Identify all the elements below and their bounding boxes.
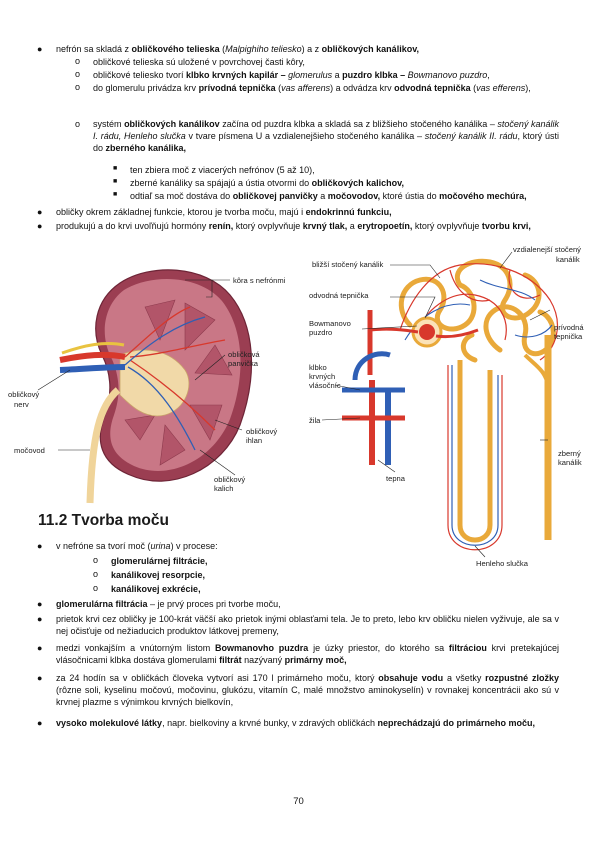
list-item: glomerulárnej filtrácie, xyxy=(111,556,208,566)
bullet-square: ■ xyxy=(113,178,118,185)
label-collecting-1: zberný xyxy=(558,449,581,458)
label-collecting-2: kanálik xyxy=(558,458,582,467)
label-henle: Henleho slučka xyxy=(476,559,528,568)
henle-loop xyxy=(460,360,490,540)
bullet-dot: ● xyxy=(37,207,43,217)
label-calyx-1: obličkový xyxy=(214,475,246,484)
bullet-dot: ● xyxy=(37,599,43,609)
kidney-diagram xyxy=(0,245,310,505)
bullet-circle: o xyxy=(75,82,81,92)
nephron-diagram xyxy=(300,240,597,575)
list-item: odtiaľ sa moč dostáva do obličkovej panvičky a močovodov, ktoré ústia do močového mechúra, xyxy=(130,191,527,201)
list-item: systém obličkových kanálikov začína od puzdra klbka a skladá sa z bližšieho stočeného kanálika – stočený kanálik I. rádu, Henleho slučka v tvare písmena U a vzdialenejšieho stočeného kanálika – stočený kanálik II. rádu, ktorý ústi do zberného kanálika, xyxy=(93,119,559,154)
glomerulus xyxy=(419,324,435,340)
list-item: medzi vonkajším a vnútorným listom Bowmanovho puzdra je úzky priestor, do ktorého sa filtráciou krvi pretekajúcej vlásočnicami klbka dostáva glomerulami filtrát nazývaný primárny moč, xyxy=(56,643,559,666)
list-item: ten zbiera moč z viacerých nefrónov (5 až 10), xyxy=(130,165,315,175)
page-number: 70 xyxy=(293,796,304,807)
bullet-square: ■ xyxy=(113,191,118,198)
list-item: zberné kanáliky sa spájajú a ústia otvormi do obličkových kalichov, xyxy=(130,178,404,188)
list-item: nefrón sa skladá z obličkového telieska (Malpighiho teliesko) a z obličkových kanálikov, xyxy=(56,44,420,54)
label-papilla-1: obličkový xyxy=(246,427,278,436)
label-glom-3: vlásočníc xyxy=(309,381,341,390)
bullet-circle: o xyxy=(93,583,99,593)
section-title: 11.2 Tvorba moču xyxy=(38,512,169,529)
list-item: v nefróne sa tvorí moč (urina) v procese: xyxy=(56,541,218,551)
bullet-circle: o xyxy=(75,56,81,66)
list-item: do glomerulu privádza krv prívodná tepnička (vas afferens) a odvádza krv odvodná tepnička (vas efferens), xyxy=(93,83,531,93)
label-distal-1: vzdialenejší stočený xyxy=(513,245,581,254)
bullet-circle: o xyxy=(93,569,99,579)
bullet-circle: o xyxy=(93,555,99,565)
label-vein: žila xyxy=(309,416,321,425)
afferent-arteriole xyxy=(370,329,418,332)
list-item: prietok krvi cez obličky je 100-krát väčší ako prietok inými oblasťami tela. Je to preto, lebo krv obličku nielen vyživuje, ale sa v nej očisťuje od nežiaducich produktov látkovej premeny, xyxy=(56,614,559,637)
list-item: produkujú a do krvi uvoľňujú hormóny renín, ktorý ovplyvňuje krvný tlak, a erytropoetín, ktorý ovplyvňuje tvorbu krvi, xyxy=(56,221,531,231)
bullet-dot: ● xyxy=(37,221,43,231)
bullet-dot: ● xyxy=(37,541,43,551)
label-afferent-2: tepnička xyxy=(554,332,583,341)
list-item: vysoko molekulové látky, napr. bielkoviny a krvné bunky, v zdravých obličkách neprechádzajú do primárneho moču, xyxy=(56,718,536,728)
bullet-circle: o xyxy=(75,69,81,79)
vasa-recta-artery xyxy=(448,365,502,550)
label-pelvis-1: obličková xyxy=(228,350,260,359)
bullet-dot: ● xyxy=(37,44,43,54)
bullet-circle: o xyxy=(75,119,81,129)
label-ureter: močovod xyxy=(14,446,45,455)
bullet-dot: ● xyxy=(37,614,43,624)
label-pelvis-2: panvička xyxy=(228,359,258,368)
list-item: obličkové telieska sú uložené v povrchovej časti kôry, xyxy=(93,57,305,67)
bullet-dot: ● xyxy=(37,673,43,683)
label-afferent-1: prívodná xyxy=(554,323,584,332)
list-item: kanálikovej exkrécie, xyxy=(111,584,201,594)
bullet-dot: ● xyxy=(37,718,43,728)
label-artery: tepna xyxy=(386,474,406,483)
label-glom-2: krvných xyxy=(309,372,336,381)
label-distal-2: kanálik xyxy=(556,255,580,264)
bullet-square: ■ xyxy=(113,165,118,172)
label-glom-1: klbko xyxy=(309,363,327,372)
label-nerve-1: obličkový xyxy=(8,390,40,399)
list-item: kanálikovej resorpcie, xyxy=(111,570,206,580)
list-item: obličkové teliesko tvorí klbko krvných kapilár – glomerulus a puzdro klbka – Bowmanovo puzdro, xyxy=(93,70,490,80)
label-efferent: odvodná tepnička xyxy=(309,291,369,300)
label-calyx-2: kalich xyxy=(214,484,234,493)
list-item: glomerulárna filtrácia – je prvý proces pri tvorbe moču, xyxy=(56,599,281,609)
label-bowman-1: Bowmanovo xyxy=(309,319,351,328)
renal-vein xyxy=(60,367,125,370)
label-cortex: kôra s nefrónmi xyxy=(233,276,286,285)
label-nerve-2: nerv xyxy=(14,400,29,409)
label-proximal: bližší stočený kanálik xyxy=(312,260,384,269)
label-papilla-2: ihlan xyxy=(246,436,263,445)
list-item: obličky okrem základnej funkcie, ktorou je tvorba moču, majú i endokrinnú funkciu, xyxy=(56,207,392,217)
list-item: za 24 hodín sa v obličkách človeka vytvorí asi 170 l primárneho moču, ktorý obsahuje vodu a všetky rozpustné zložky (rôzne soli, kyselinu močovú, močovinu, glukózu, vitamín C, malé množstvo aminokyselín) v rovnakej koncentrácii ako sú v krvnej plazme s výnimkou krvných bielkovín, xyxy=(56,673,559,708)
bullet-dot: ● xyxy=(37,643,43,653)
label-bowman-2: puzdro xyxy=(309,328,333,337)
